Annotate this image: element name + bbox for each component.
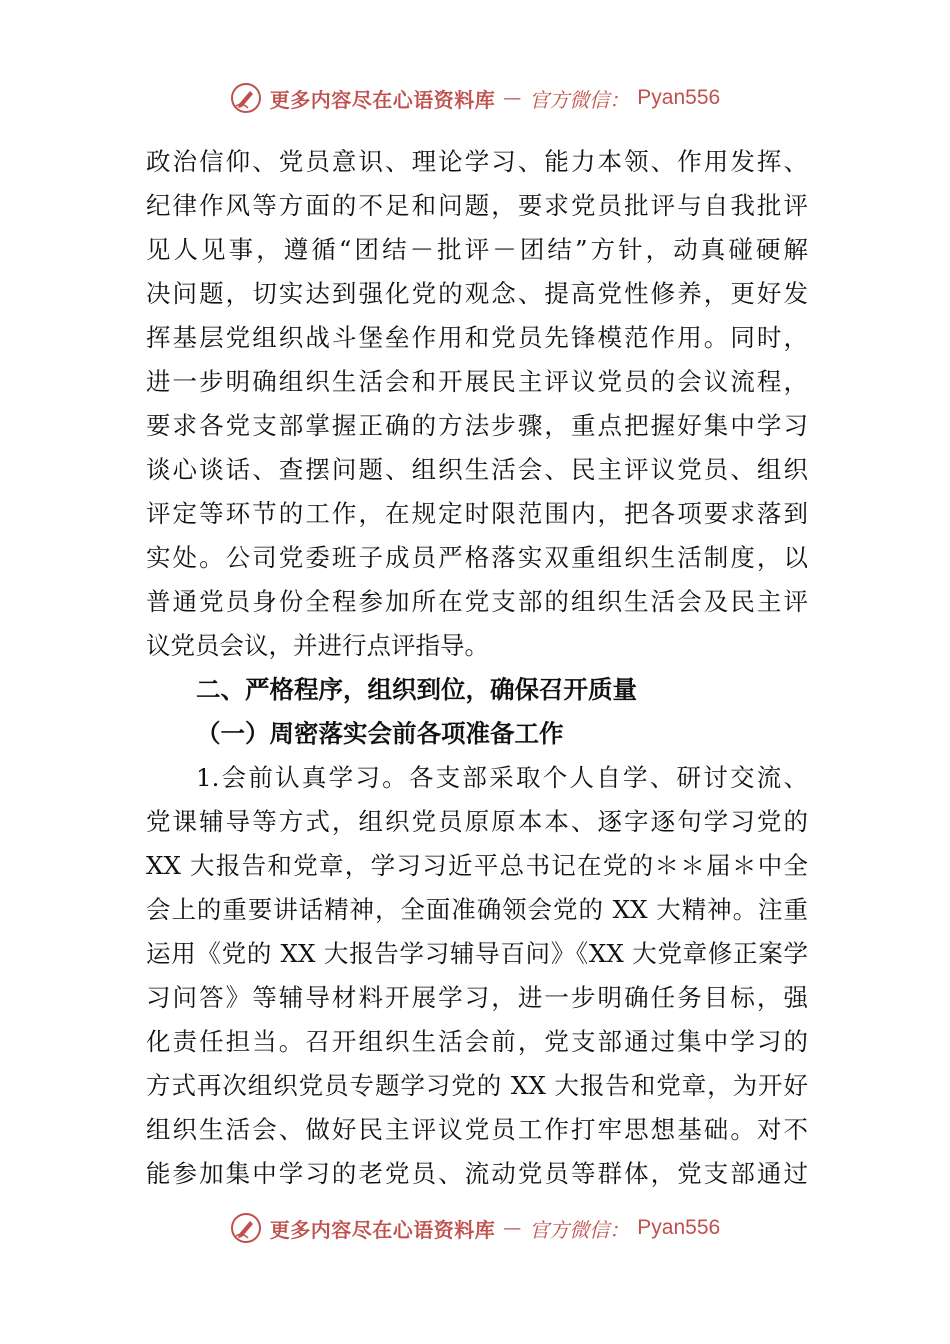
- paragraph-line: 方式再次组织党员专题学习党的 XX 大报告和党章，为开好: [146, 1071, 808, 1100]
- paragraph-line: 政治信仰、党员意识、理论学习、能力本领、作用发挥、: [146, 147, 808, 176]
- document-body: [146, 140, 808, 1196]
- watermark-label-text: 官方微信：: [529, 1217, 630, 1242]
- paragraph-line: 党课辅导等方式，组织党员原原本本、逐字逐句学习党的: [146, 807, 808, 836]
- paragraph-line: XX 大报告和党章，学习习近平总书记在党的＊＊届＊中全: [146, 851, 808, 880]
- paragraph-line: 挥基层党组织战斗堡垒作用和党员先锋模范作用。同时，: [146, 323, 808, 352]
- watermark-separator: —: [503, 87, 522, 109]
- watermark-separator: —: [503, 1217, 522, 1239]
- paragraph-line: 谈心谈话、查摆问题、组织生活会、民主评议党员、组织: [146, 455, 808, 484]
- paragraph-line: 实处。公司党委班子成员严格落实双重组织生活制度，以: [146, 543, 808, 572]
- paragraph-line: 决问题，切实达到强化党的观念、提高党性修养，更好发: [146, 279, 808, 308]
- paragraph-line: 1.会前认真学习。各支部采取个人自学、研讨交流、: [196, 763, 808, 792]
- footer-watermark-banner: [0, 1212, 950, 1244]
- paragraph-line: 运用《党的 XX 大报告学习辅导百问》《XX 大党章修正案学: [146, 939, 808, 968]
- paragraph-line: 普通党员身份全程参加所在党支部的组织生活会及民主评: [146, 587, 808, 616]
- pen-logo-icon: [230, 82, 262, 114]
- paragraph-line: 纪律作风等方面的不足和问题，要求党员批评与自我批评: [146, 191, 808, 220]
- header-watermark-banner: [0, 82, 950, 114]
- paragraph-line: 进一步明确组织生活会和开展民主评议党员的会议流程，: [146, 367, 808, 396]
- subsection-heading: （一）周密落实会前各项准备工作: [196, 719, 564, 748]
- paragraph-line: 组织生活会、做好民主评议党员工作打牢思想基础。对不: [146, 1115, 808, 1144]
- watermark-wechat-id: Pyan556: [637, 1216, 721, 1239]
- watermark-brand-text: 更多内容尽在心语资料库: [269, 1217, 496, 1242]
- watermark-wechat-id: Pyan556: [637, 86, 721, 109]
- paragraph-line: 能参加集中学习的老党员、流动党员等群体，党支部通过: [146, 1159, 808, 1188]
- paragraph-line: 见人见事，遵循“团结－批评－团结”方针，动真碰硬解: [146, 235, 808, 264]
- pen-logo-icon: [230, 1212, 262, 1244]
- watermark-label-text: 官方微信：: [529, 87, 630, 112]
- paragraph-line: 习问答》等辅导材料开展学习，进一步明确任务目标，强: [146, 983, 808, 1012]
- section-heading: 二、严格程序，组织到位，确保召开质量: [196, 675, 637, 704]
- paragraph-line: 要求各党支部掌握正确的方法步骤，重点把握好集中学习: [146, 411, 808, 440]
- paragraph-line: 会上的重要讲话精神，全面准确领会党的 XX 大精神。注重: [146, 895, 808, 924]
- paragraph-line: 化责任担当。召开组织生活会前，党支部通过集中学习的: [146, 1027, 808, 1056]
- watermark-brand-text: 更多内容尽在心语资料库: [269, 87, 496, 112]
- paragraph-line: 议党员会议，并进行点评指导。: [146, 631, 489, 660]
- paragraph-line: 评定等环节的工作，在规定时限范围内，把各项要求落到: [146, 499, 808, 528]
